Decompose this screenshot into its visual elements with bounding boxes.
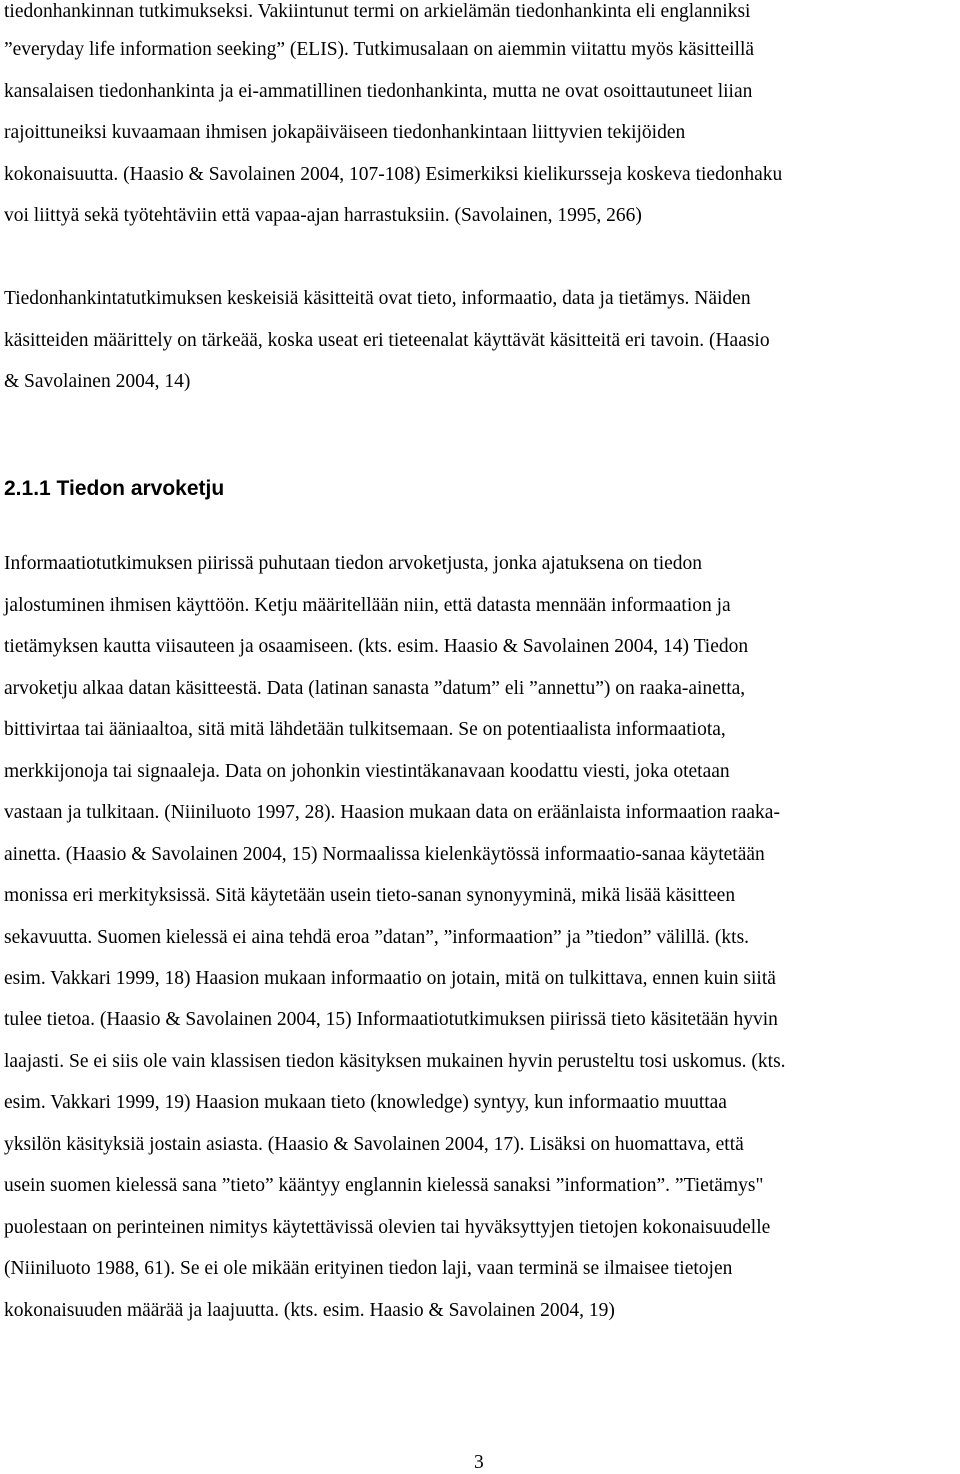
text-line: monissa eri merkityksissä. Sitä käytetään usein tieto-sanan synonyyminä, mikä lisää käsitteen (4, 885, 736, 906)
text-line: ”everyday life information seeking” (ELIS). Tutkimusalaan on aiemmin viitattu myös käsitteillä (4, 39, 755, 60)
text-line: & Savolainen 2004, 14) (4, 371, 191, 392)
text-line: tiedonhankinnan tutkimukseksi. Vakiintunut termi on arkielämän tiedonhankinta eli englanniksi (4, 1, 751, 22)
text-line: merkkijonoja tai signaaleja. Data on johonkin viestintäkanavaan koodattu viesti, joka otetaan (4, 761, 730, 782)
text-line: käsitteiden määrittely on tärkeää, koska useat eri tieteenalat käyttävät käsitteitä eri tavoin. (Haasio (4, 330, 770, 351)
text-line: rajoittuneiksi kuvaamaan ihmisen jokapäiväiseen tiedonhankintaan liittyvien tekijöiden (4, 122, 686, 143)
text-line: (Niiniluoto 1988, 61). Se ei ole mikään erityinen tiedon laji, vaan terminä se ilmaisee tietojen (4, 1258, 733, 1279)
text-line: kokonaisuutta. (Haasio & Savolainen 2004, 107-108) Esimerkiksi kielikursseja koskeva tiedonhaku (4, 164, 783, 185)
text-line: ainetta. (Haasio & Savolainen 2004, 15) Normaalissa kielenkäytössä informaatio-sanaa käytetään (4, 844, 765, 865)
text-line: sekavuutta. Suomen kielessä ei aina tehdä eroa ”datan”, ”informaation” ja ”tiedon” välillä. (kts. (4, 927, 750, 948)
text-line: Informaatiotutkimuksen piirissä puhutaan tiedon arvoketjusta, jonka ajatuksena on tiedon (4, 553, 703, 574)
text-line: tulee tietoa. (Haasio & Savolainen 2004, 15) Informaatiotutkimuksen piirissä tieto käsitetään hyvin (4, 1009, 778, 1030)
text-line: vastaan ja tulkitaan. (Niiniluoto 1997, 28). Haasion mukaan data on eräänlaista informaation raaka- (4, 802, 780, 823)
text-line: laajasti. Se ei siis ole vain klassisen tiedon käsityksen mukainen hyvin perusteltu tosi uskomus. (kts. (4, 1051, 786, 1072)
text-line: kokonaisuuden määrää ja laajuutta. (kts. esim. Haasio & Savolainen 2004, 19) (4, 1300, 615, 1321)
text-line: esim. Vakkari 1999, 18) Haasion mukaan informaatio on jotain, mitä on tulkittava, ennen kuin siitä (4, 968, 776, 989)
text-line: puolestaan on perinteinen nimitys käytettävissä olevien tai hyväksyttyjen tietojen kokonaisuudelle (4, 1217, 771, 1238)
text-line: jalostuminen ihmisen käyttöön. Ketju määritellään niin, että datasta mennään informaation ja (4, 595, 731, 616)
text-line: tietämyksen kautta viisauteen ja osaamiseen. (kts. esim. Haasio & Savolainen 2004, 14) Tiedon (4, 636, 749, 657)
text-line: voi liittyä sekä työtehtäviin että vapaa-ajan harrastuksiin. (Savolainen, 1995, 266) (4, 205, 642, 226)
section-heading: 2.1.1 Tiedon arvoketju (4, 477, 225, 500)
text-line: kansalaisen tiedonhankinta ja ei-ammatillinen tiedonhankinta, mutta ne ovat osoittautuneet liian (4, 81, 753, 102)
text-line: esim. Vakkari 1999, 19) Haasion mukaan tieto (knowledge) syntyy, kun informaatio muuttaa (4, 1092, 727, 1113)
text-line: Tiedonhankintatutkimuksen keskeisiä käsitteitä ovat tieto, informaatio, data ja tietämys. Näiden (4, 288, 751, 309)
text-line: arvoketju alkaa datan käsitteestä. Data (latinan sanasta ”datum” eli ”annettu”) on raaka-ainetta, (4, 678, 746, 699)
text-line: yksilön käsityksiä jostain asiasta. (Haasio & Savolainen 2004, 17). Lisäksi on huomattava, että (4, 1134, 744, 1155)
text-line: bittivirtaa tai ääniaaltoa, sitä mitä lähdetään tulkitsemaan. Se on potentiaalista informaatiota, (4, 719, 726, 740)
text-line: usein suomen kielessä sana ”tieto” kääntyy englannin kielessä sanaksi ”information”. ”Tietämys" (4, 1175, 764, 1196)
page-number: 3 (474, 1452, 484, 1473)
